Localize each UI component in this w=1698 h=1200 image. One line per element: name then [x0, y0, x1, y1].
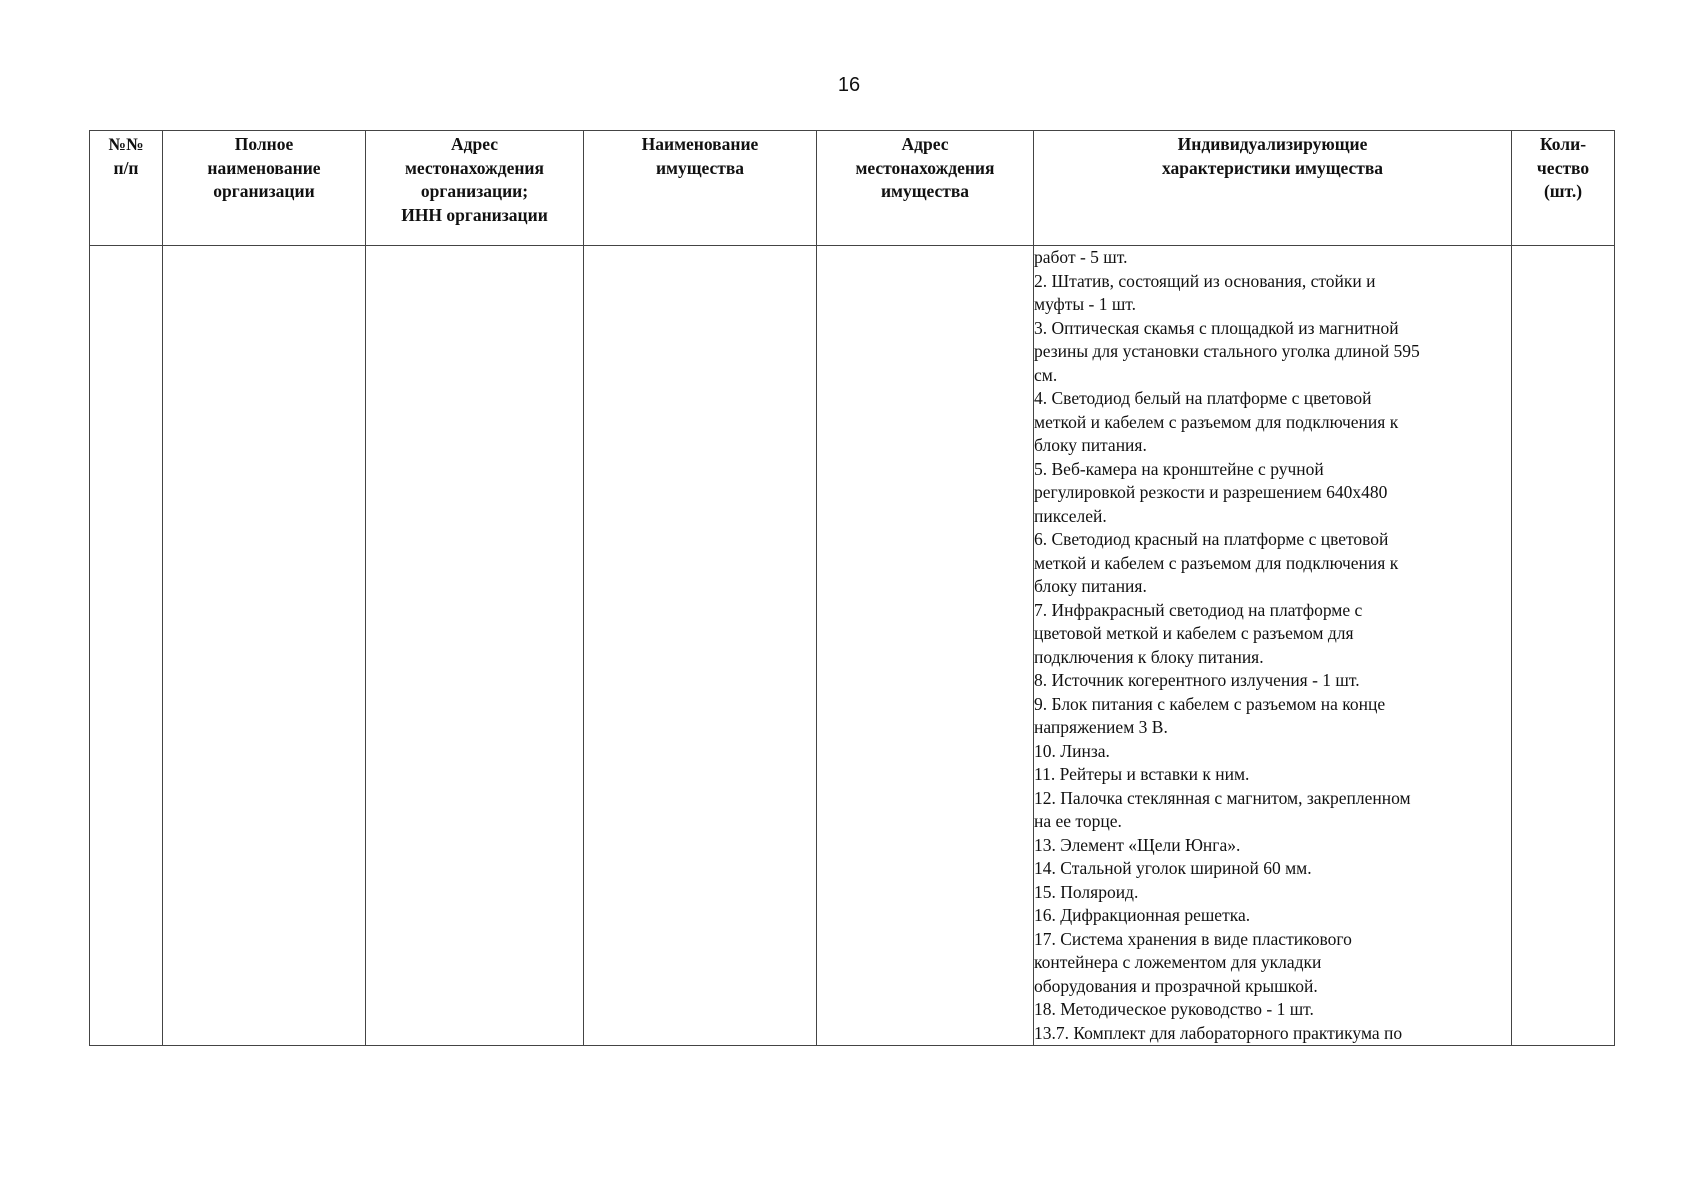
characteristic-line: на ее торце. — [1034, 811, 1122, 831]
characteristic-line: 8. Источник когерентного излучения - 1 шт. — [1034, 670, 1360, 690]
characteristic-line: 13. Элемент «Щели Юнга». — [1034, 834, 1241, 855]
characteristic-line: контейнера с ложементом для укладки — [1034, 952, 1322, 972]
cell-property-name — [584, 246, 817, 1046]
header-quantity: Коли- чество (шт.) — [1512, 131, 1615, 246]
header-org-name: Полное наименование организации — [163, 131, 366, 246]
characteristic-line: 10. Линза. — [1034, 740, 1110, 761]
characteristic-line: регулировкой резкости и разрешением 640х480 — [1034, 482, 1388, 502]
characteristic-line: напряжением 3 В. — [1034, 717, 1168, 737]
characteristic-line: пикселей. — [1034, 505, 1107, 526]
characteristic-line: блоку питания. — [1034, 576, 1147, 596]
characteristic-line: 5. Веб-камера на кронштейне с ручной — [1034, 458, 1324, 479]
characteristic-line: муфты - 1 шт. — [1034, 294, 1137, 314]
characteristic-line: цветовой меткой и кабелем с разъемом для — [1034, 623, 1354, 643]
cell-property-address — [817, 246, 1034, 1046]
header-org-address: Адрес местонахождения организации; ИНН организации — [366, 131, 584, 246]
characteristic-line: меткой и кабелем с разъемом для подключения к — [1034, 552, 1399, 573]
characteristic-line: 4. Светодиод белый на платформе с цветовой — [1034, 388, 1372, 408]
characteristic-line: оборудования и прозрачной крышкой. — [1034, 975, 1318, 996]
characteristic-line: см. — [1034, 364, 1058, 385]
header-index: №№ п/п — [90, 131, 163, 246]
header-property-address: Адрес местонахождения имущества — [817, 131, 1034, 246]
characteristic-line: меткой и кабелем с разъемом для подключения к — [1034, 411, 1399, 432]
page-number: 16 — [837, 74, 861, 96]
characteristic-line: блоку питания. — [1034, 435, 1147, 455]
characteristic-line: 11. Рейтеры и вставки к ним. — [1034, 764, 1250, 784]
characteristic-line: 17. Система хранения в виде пластикового — [1034, 928, 1352, 949]
cell-org-address — [366, 246, 584, 1046]
table-row — [90, 246, 1615, 1046]
characteristic-line: 15. Поляроид. — [1034, 881, 1139, 902]
characteristic-line: 7. Инфракрасный светодиод на платформе с — [1034, 599, 1363, 620]
characteristic-line: 16. Дифракционная решетка. — [1034, 905, 1251, 925]
characteristic-line: 13.7. Комплект для лабораторного практикума по — [1034, 1022, 1403, 1043]
characteristic-line: работ - 5 шт. — [1034, 247, 1128, 267]
header-property-name: Наименование имущества — [584, 131, 817, 246]
characteristic-line: 12. Палочка стеклянная с магнитом, закрепленном — [1034, 787, 1411, 808]
characteristic-line: 3. Оптическая скамья с площадкой из магнитной — [1034, 317, 1399, 338]
characteristic-line: подключения к блоку питания. — [1034, 646, 1264, 667]
characteristic-line: резины для установки стального уголка длиной 595 — [1034, 341, 1420, 361]
characteristic-line: 14. Стальной уголок шириной 60 мм. — [1034, 858, 1312, 878]
cell-org-name — [163, 246, 366, 1046]
characteristic-line: 18. Методическое руководство - 1 шт. — [1034, 999, 1314, 1019]
cell-characteristics — [1034, 246, 1512, 1046]
table-header-row — [90, 131, 1615, 246]
characteristic-line: 2. Штатив, состоящий из основания, стойки и — [1034, 270, 1376, 291]
cell-index — [90, 246, 163, 1046]
cell-quantity — [1512, 246, 1615, 1046]
property-table — [89, 130, 1615, 1046]
characteristic-line: 9. Блок питания с кабелем с разъемом на конце — [1034, 693, 1386, 714]
header-characteristics: Индивидуализирующие характеристики имущества — [1034, 131, 1512, 246]
characteristic-line: 6. Светодиод красный на платформе с цветовой — [1034, 529, 1389, 549]
